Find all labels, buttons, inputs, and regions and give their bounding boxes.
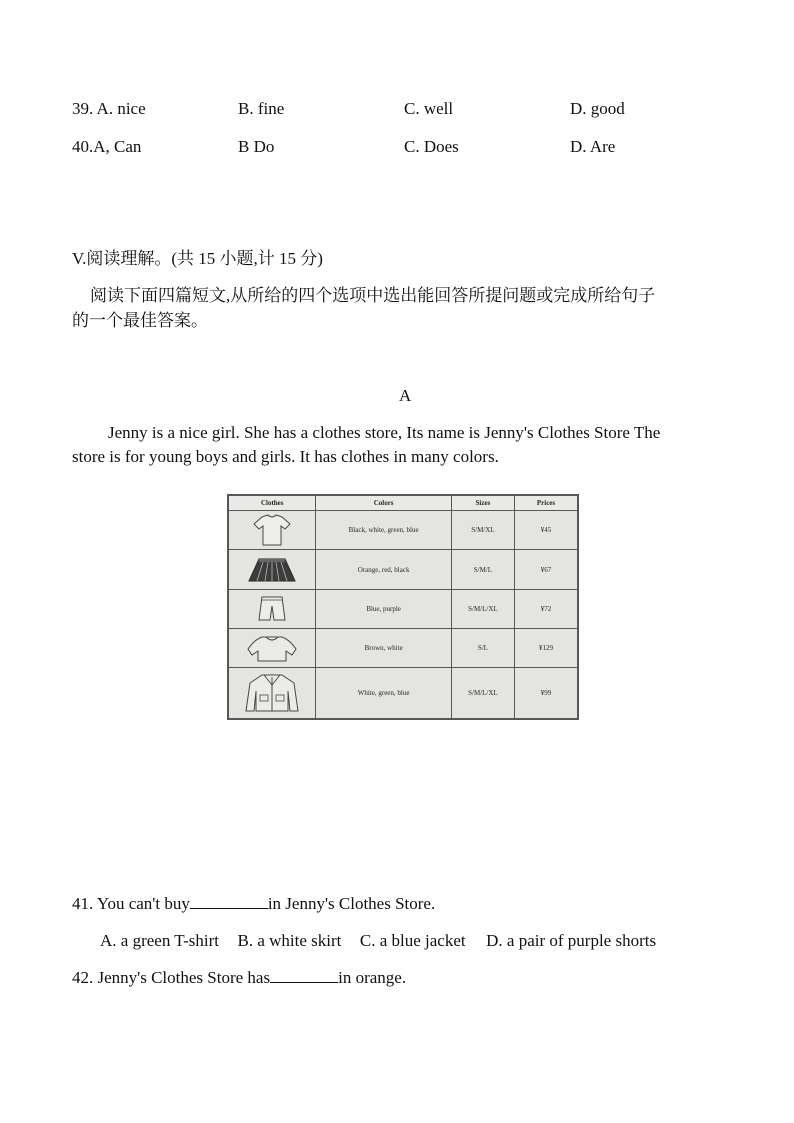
table-cell-price: ¥129	[515, 629, 578, 668]
passage-text-line2: store is for young boys and girls. It has clothes in many colors.	[72, 447, 499, 466]
table-cell-price: ¥45	[515, 511, 578, 550]
header-sizes: Sizes	[451, 496, 514, 511]
q39-option-b: B. fine	[238, 99, 285, 118]
skirt-icon	[229, 550, 316, 589]
table-cell-sizes: S/L	[451, 629, 514, 668]
section-instruction-line1: 阅读下面四篇短文,从所给的四个选项中选出能回答所提问题或完成所给句子	[90, 286, 656, 305]
table-header-row	[229, 496, 578, 511]
q41-stem-after: in Jenny's Clothes Store.	[267, 894, 436, 913]
table-cell-colors: White, green, blue	[316, 668, 451, 719]
t-shirt-icon	[229, 511, 316, 550]
q42-stem-before: 42. Jenny's Clothes Store has	[72, 968, 271, 987]
table-cell-price: ¥72	[515, 589, 578, 628]
table-cell-colors: Black, white, green, blue	[316, 511, 451, 550]
table-cell-sizes: S/M/L/XL	[451, 668, 514, 719]
table-cell-price: ¥99	[515, 668, 578, 719]
q41-option-a: A. a green T-shirt	[100, 931, 219, 950]
q41-answer-blank	[190, 893, 268, 909]
table-row	[229, 589, 578, 628]
clothes-table	[227, 494, 579, 720]
q39-option-c: C. well	[404, 99, 454, 118]
header-colors: Colors	[316, 496, 451, 511]
shorts-icon	[229, 589, 316, 628]
table-cell-sizes: S/M/L/XL	[451, 589, 514, 628]
table-row	[229, 629, 578, 668]
q39-option-a: 39. A. nice	[72, 99, 146, 118]
q41-stem	[72, 893, 435, 915]
section-instruction-line2: 的一个最佳答案。	[72, 311, 208, 330]
table-cell-colors: Blue, purple	[316, 589, 451, 628]
q42-answer-blank	[270, 967, 338, 983]
q41-stem-before: 41. You can't buy	[72, 894, 190, 913]
table-cell-colors: Orange, red, black	[316, 550, 451, 589]
q39-option-d: D. good	[570, 99, 625, 118]
q40-option-d: D. Are	[570, 137, 616, 156]
passage-text-line1: Jenny is a nice girl. She has a clothes store, Its name is Jenny's Clothes Store The	[108, 423, 661, 442]
q41-options	[100, 930, 656, 952]
table-cell-sizes: S/M/L	[451, 550, 514, 589]
header-prices: Prices	[515, 496, 578, 511]
q42-stem-after: in orange.	[338, 968, 407, 987]
passage-label: A	[399, 386, 412, 405]
q41-option-b: B. a white skirt	[237, 931, 342, 950]
table-row	[229, 668, 578, 719]
q40-option-b: B Do	[238, 137, 275, 156]
jacket-icon	[229, 668, 316, 719]
q41-option-d: D. a pair of purple shorts	[486, 931, 657, 950]
table-cell-colors: Brown, white	[316, 629, 451, 668]
table-cell-sizes: S/M/XL	[451, 511, 514, 550]
table-row	[229, 550, 578, 589]
q40-option-a: 40.A, Can	[72, 137, 142, 156]
table-row	[229, 511, 578, 550]
sweater-icon	[229, 629, 316, 668]
header-clothes: Clothes	[229, 496, 316, 511]
section-title: V.阅读理解。(共 15 小题,计 15 分)	[72, 249, 323, 268]
table-cell-price: ¥67	[515, 550, 578, 589]
q40-option-c: C. Does	[404, 137, 459, 156]
q41-option-c: C. a blue jacket	[359, 931, 466, 950]
q42-stem	[72, 967, 406, 989]
